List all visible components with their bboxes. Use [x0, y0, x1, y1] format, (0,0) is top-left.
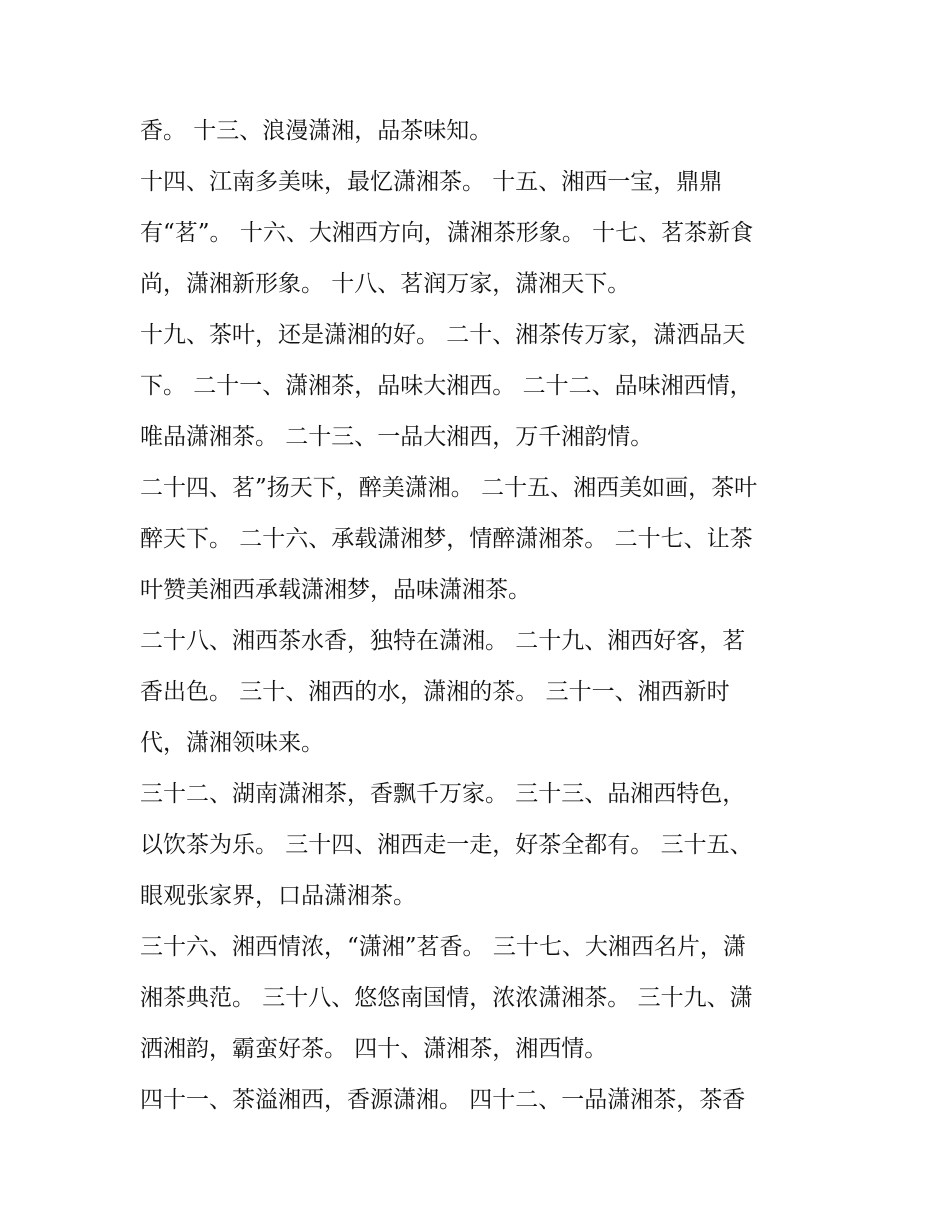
text-line: 三十六、湘西情浓，“潇湘”茗香。 三十七、大湘西名片，潇 [140, 934, 746, 960]
text-line: 香。 十三、浪漫潇湘，品茶味知。 [140, 118, 493, 144]
text-line: 四十一、茶溢湘西，香源潇湘。 四十二、一品潇湘茶，茶香 [140, 1087, 746, 1113]
paragraph-1 [140, 106, 820, 157]
body-text [140, 106, 820, 1126]
text-line: 叶赞美湘西承载潇湘梦，品味潇湘茶。 [140, 577, 531, 603]
text-line: 醉天下。 二十六、承载潇湘梦，情醉潇湘茶。 二十七、让茶 [140, 526, 753, 552]
text-line: 湘茶典范。 三十八、悠悠南国情，浓浓潇湘茶。 三十九、潇 [140, 985, 753, 1011]
text-line: 十九、茶叶，还是潇湘的好。 二十、湘茶传万家，潇洒品天 [140, 322, 746, 348]
paragraph-8 [140, 1075, 820, 1126]
text-line: 二十八、湘西茶水香，独特在潇湘。 二十九、湘西好客，茗 [140, 628, 746, 654]
text-line: 下。 二十一、潇湘茶，品味大湘西。 二十二、品味湘西情， [140, 373, 753, 399]
paragraph-5 [140, 616, 820, 769]
paragraph-2 [140, 157, 820, 310]
paragraph-4 [140, 463, 820, 616]
paragraph-7 [140, 922, 820, 1075]
text-line: 洒湘韵，霸蛮好茶。 四十、潇湘茶，湘西情。 [140, 1036, 608, 1062]
text-line: 二十四、茗”扬天下，醉美潇湘。 二十五、湘西美如画，茶叶 [140, 475, 758, 501]
text-line: 尚，潇湘新形象。 十八、茗润万家，潇湘天下。 [140, 271, 631, 297]
text-line: 三十二、湖南潇湘茶，香飘千万家。 三十三、品湘西特色， [140, 781, 746, 807]
text-line: 眼观张家界，口品潇湘茶。 [140, 883, 416, 909]
text-line: 十四、江南多美味，最忆潇湘茶。 十五、湘西一宝，鼎鼎 [140, 169, 723, 195]
paragraph-6 [140, 769, 820, 922]
text-line: 有“茗”。 十六、大湘西方向，潇湘茶形象。 十七、茗茶新食 [140, 220, 754, 246]
text-line: 代，潇湘领味来。 [140, 730, 324, 756]
text-line: 唯品潇湘茶。 二十三、一品大湘西，万千湘韵情。 [140, 424, 654, 450]
text-line: 以饮茶为乐。 三十四、湘西走一走，好茶全都有。 三十五、 [140, 832, 753, 858]
paragraph-3 [140, 310, 820, 463]
text-line: 香出色。 三十、湘西的水，潇湘的茶。 三十一、湘西新时 [140, 679, 730, 705]
